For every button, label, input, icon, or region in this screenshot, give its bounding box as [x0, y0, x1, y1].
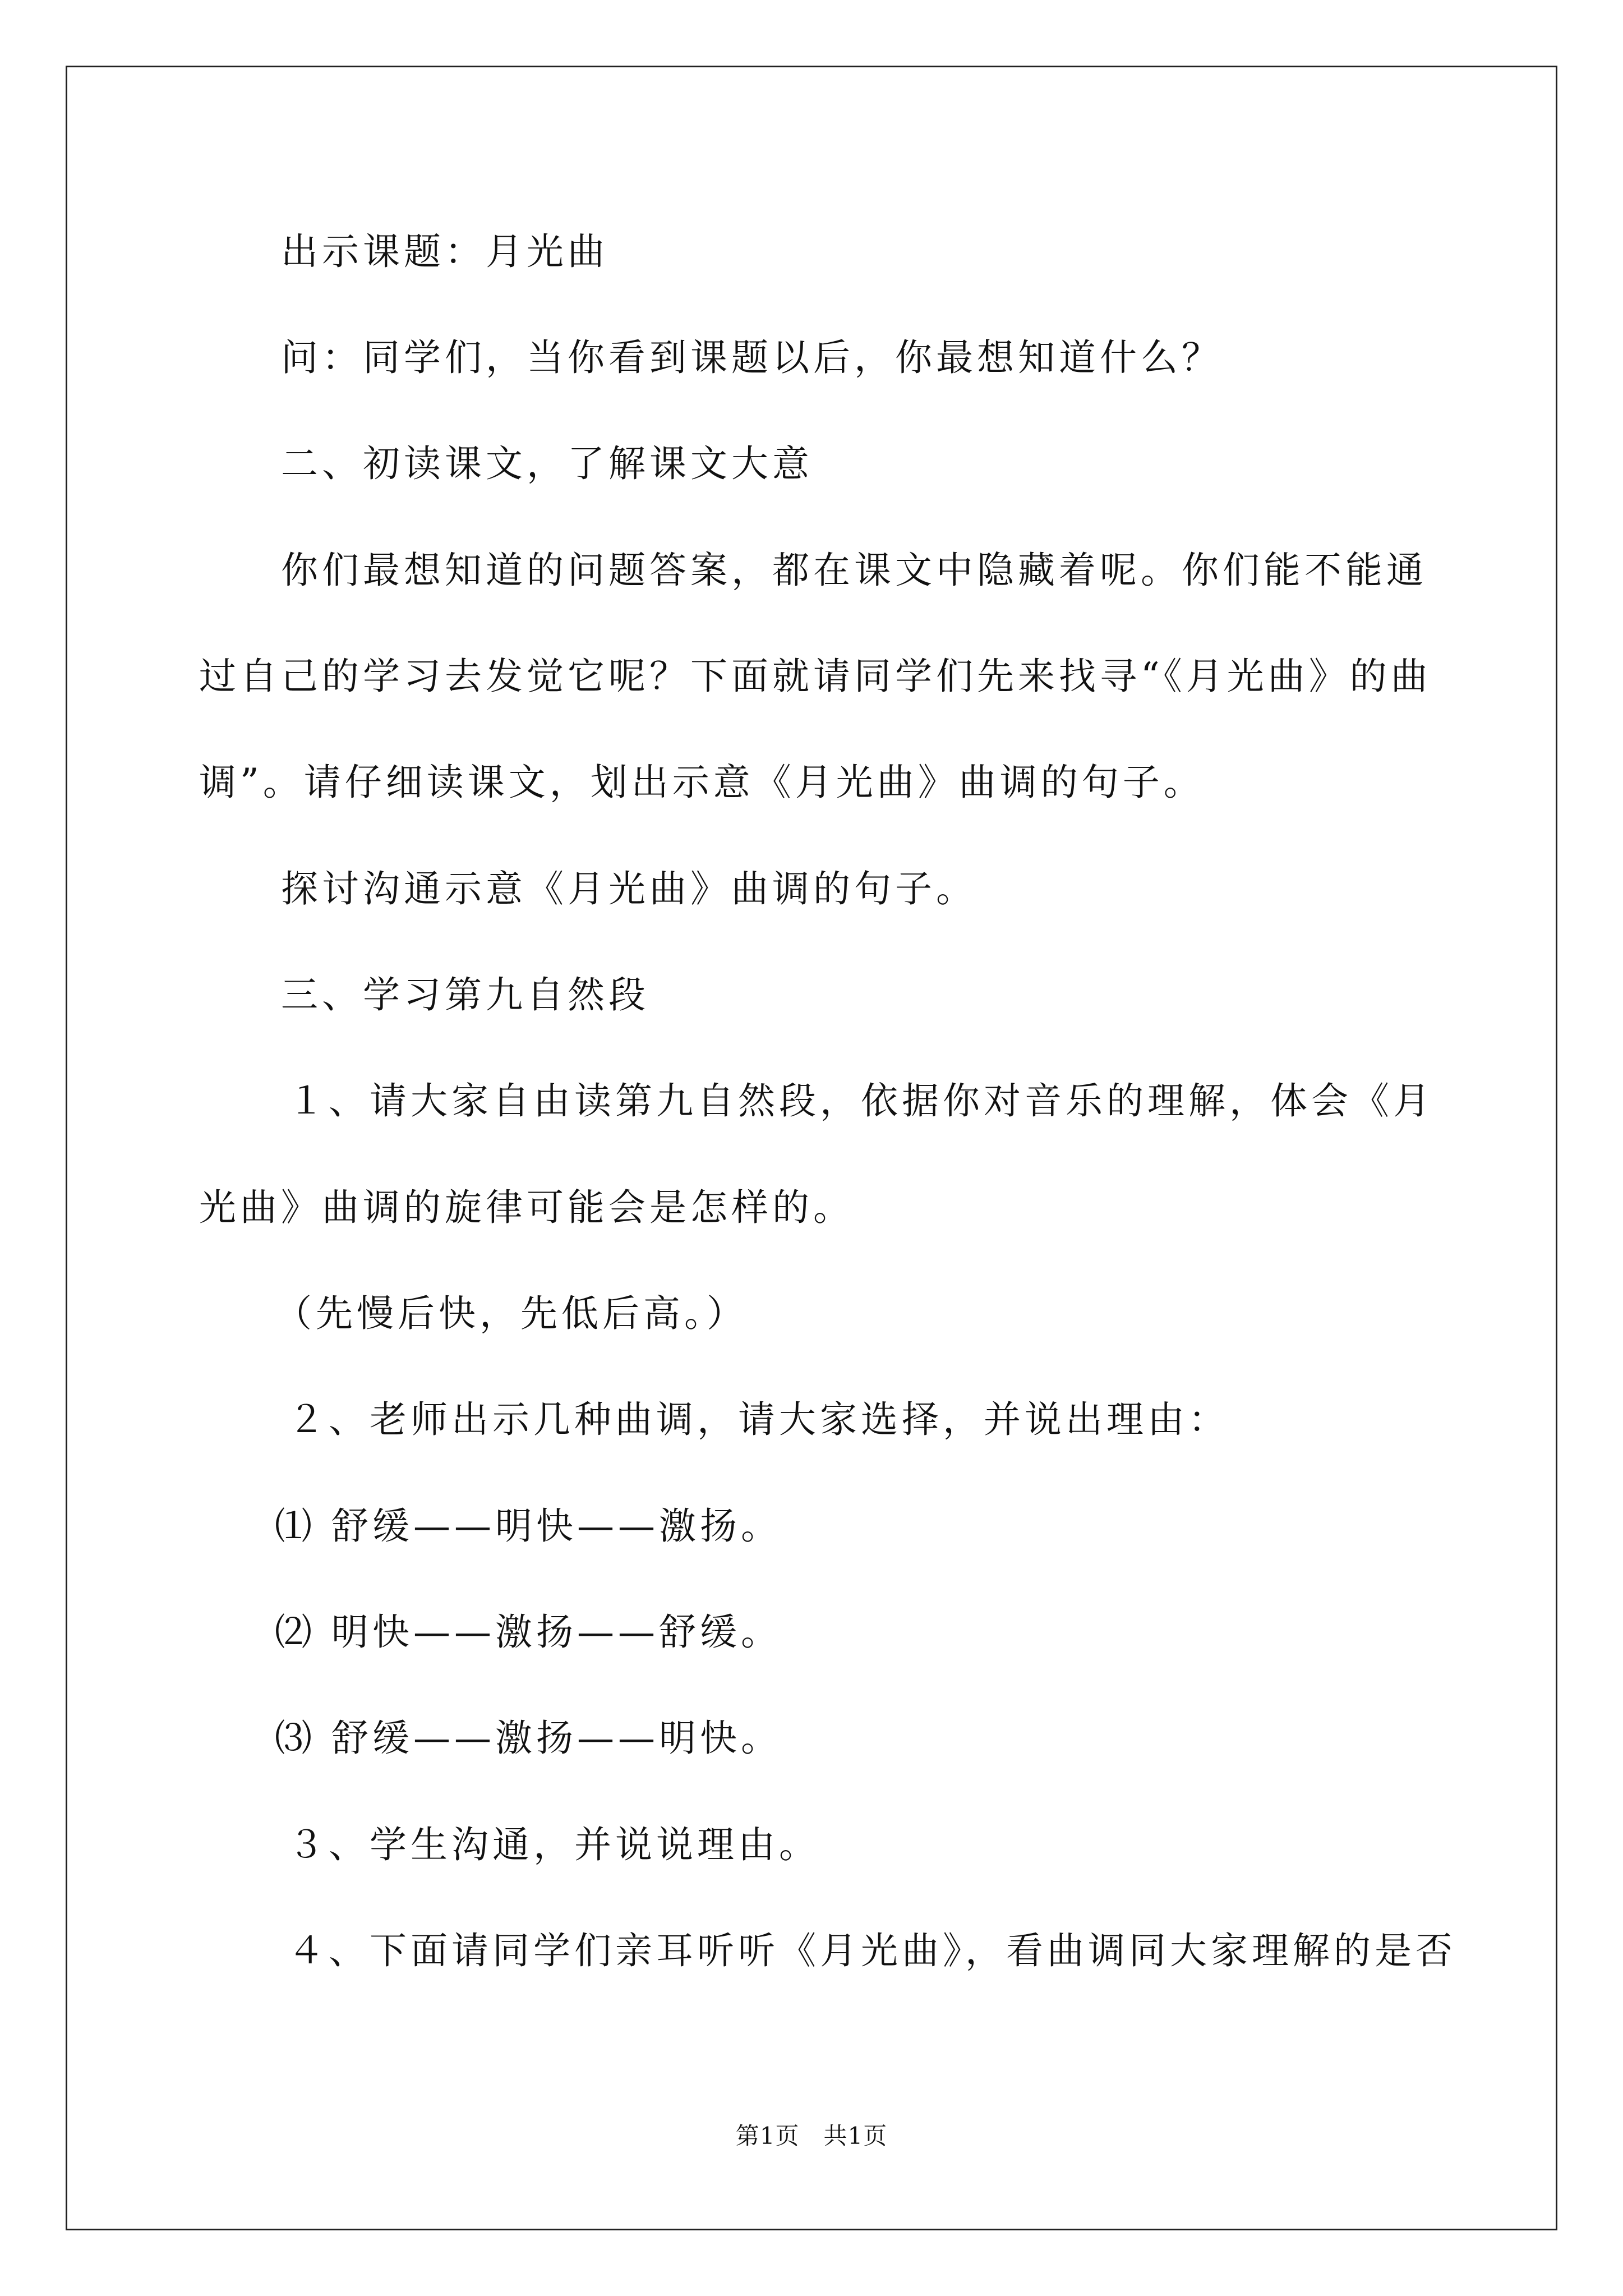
- section-heading: 三、学习第九自然段: [281, 973, 649, 1016]
- text-line: ２、老师出示几种曲调，请大家选择，并说出理由：: [288, 1398, 1229, 1441]
- text-line: 你们最想知道的问题答案，都在课文中隐藏着呢。你们能不能通: [281, 549, 1427, 592]
- text-line: 探讨沟通示意《月光曲》曲调的句子。: [281, 867, 977, 910]
- list-item: ⑵ 明快——激扬——舒缓。: [275, 1611, 782, 1654]
- page-border: [66, 66, 1557, 2230]
- list-item: ⑴ 舒缓——明快——激扬。: [275, 1504, 782, 1548]
- list-item: ⑶ 舒缓——激扬——明快。: [275, 1717, 782, 1760]
- section-heading: 二、初读课文，了解课文大意: [281, 442, 813, 485]
- text-line: 出示课题：月光曲: [281, 230, 608, 273]
- text-line: 调”。请仔细读课文，划出示意《月光曲》曲调的句子。: [199, 761, 1205, 804]
- text-line: ４、下面请同学们亲耳听听《月光曲》，看曲调同大家理解的是否: [288, 1929, 1456, 1972]
- text-line: 光曲》曲调的旋律可能会是怎样的。: [199, 1186, 854, 1229]
- text-line: ３、学生沟通，并说说理由。: [288, 1823, 820, 1866]
- page-number-footer: 第1页 共1页: [735, 2122, 888, 2150]
- text-line: 过自己的学习去发觉它呢？下面就请同学们先来找寻“《月光曲》的曲: [199, 655, 1432, 698]
- text-line: 问：同学们，当你看到课题以后，你最想知道什么？: [281, 336, 1223, 379]
- text-line: １、请大家自由读第九自然段，依据你对音乐的理解，体会《月: [288, 1079, 1434, 1122]
- text-line: （先慢后快，先低后高。）: [275, 1292, 748, 1335]
